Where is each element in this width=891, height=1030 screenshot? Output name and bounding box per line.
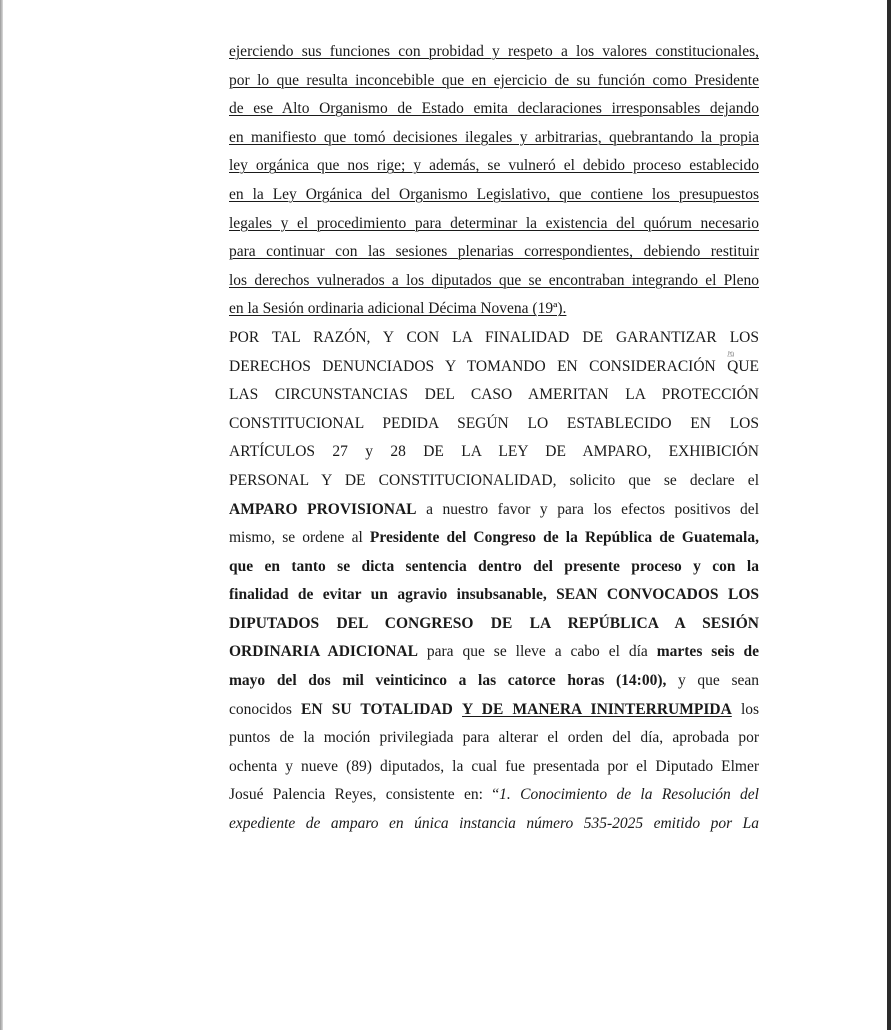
text-line [229,295,759,324]
bold-text: que en tanto se dicta sentencia dentro del presente proceso y con la [229,557,759,575]
text-span: en la Sesión ordinaria adicional Décima Novena (19ª). [229,300,567,318]
text-span: y que sean [666,672,759,690]
bold-text: AMPARO PROVISIONAL [229,500,417,518]
text-line [229,696,759,725]
text-line: legales y el procedimiento para determinar la existencia del quórum necesario [229,214,759,232]
bold-underlined-text: Y DE MANERA ININTERRUMPIDA [462,700,732,718]
text-line [229,581,759,610]
bold-text: mayo del dos mil veinticinco a las catorce horas (14:00), [229,672,667,690]
text-span: PERSONAL Y DE CONSTITUCIONALIDAD, [229,471,557,489]
text-line: POR TAL RAZÓN, Y CON LA FINALIDAD DE GARANTIZAR LOS [229,328,759,346]
text-span: Josué Palencia Reyes, consistente en: “ [229,786,500,804]
text-span: los [731,700,760,718]
text-line [229,810,759,839]
text-line: CONSTITUCIONAL PEDIDA SEGÚN LO ESTABLECIDO EN LOS [229,414,759,432]
scan-right-edge [887,0,891,1030]
text-line [229,496,759,525]
text-line: los derechos vulnerados a los diputados que se encontraban integrando el Pleno [229,271,759,289]
text-line [229,781,759,810]
text-line: en manifiesto que tomó decisiones ilegales y arbitrarias, quebrantando la propia [229,128,759,146]
text-line: ARTÍCULOS 27 y 28 DE LA LEY DE AMPARO, EXHIBICIÓN [229,443,759,461]
text-span: solicito que se declare el [556,471,759,489]
italic-text: expediente de amparo en única instancia número 535-2025 emitido por La [229,815,759,833]
italic-text: 1. Conocimiento de la Resolución del [499,786,759,804]
text-line: puntos de la moción privilegiada para alterar el orden del día, aprobada por [229,729,759,747]
bold-text: finalidad de evitar un agravio insubsanable, SEAN CONVOCADOS LOS [229,586,759,604]
text-line [229,638,759,667]
bold-text: ORDINARIA ADICIONAL [229,643,418,661]
text-line: de ese Alto Organismo de Estado emita declaraciones irresponsables dejando [229,100,759,118]
text-line: ochenta y nueve (89) diputados, la cual fue presentada por el Diputado Elmer [229,757,759,775]
margin-mark: ཐ [724,350,736,358]
text-span: para que se lleve a cabo el día [417,643,657,661]
text-line [229,524,759,553]
text-line: ley orgánica que nos rige; y además, se vulneró el debido proceso establecido [229,157,759,175]
text-line: ejerciendo sus funciones con probidad y respeto a los valores constitucionales, [229,43,759,60]
bold-text: martes seis de [656,643,759,661]
text-line: DERECHOS DENUNCIADOS Y TOMANDO EN CONSIDERACIÓN QUE [229,357,759,375]
text-line: para continuar con las sesiones plenarias correspondientes, debiendo restituir [229,243,759,261]
text-line [229,667,759,696]
bold-text: DIPUTADOS DEL CONGRESO DE LA REPÚBLICA A SESIÓN [229,614,759,632]
bold-text: Presidente del Congreso de la República de Guatemala, [369,529,759,547]
scan-left-edge [0,0,3,1030]
text-line: por lo que resulta inconcebible que en ejercicio de su función como Presidente [229,71,759,89]
text-line [229,610,759,639]
request-paragraph [229,324,759,839]
document-page [229,38,759,839]
text-span: a nuestro favor y para los efectos positivos del [416,500,759,518]
text-line: LAS CIRCUNSTANCIAS DEL CASO AMERITAN LA PROTECCIÓN [229,386,759,404]
text-span: conocidos [229,700,302,718]
underlined-paragraph [229,38,759,324]
text-line: en la Ley Orgánica del Organismo Legislativo, que contiene los presupuestos [229,185,759,203]
text-line [229,553,759,582]
bold-text: EN SU TOTALIDAD [301,700,453,718]
text-line [229,467,759,496]
text-span: mismo, se ordene al [229,529,370,547]
